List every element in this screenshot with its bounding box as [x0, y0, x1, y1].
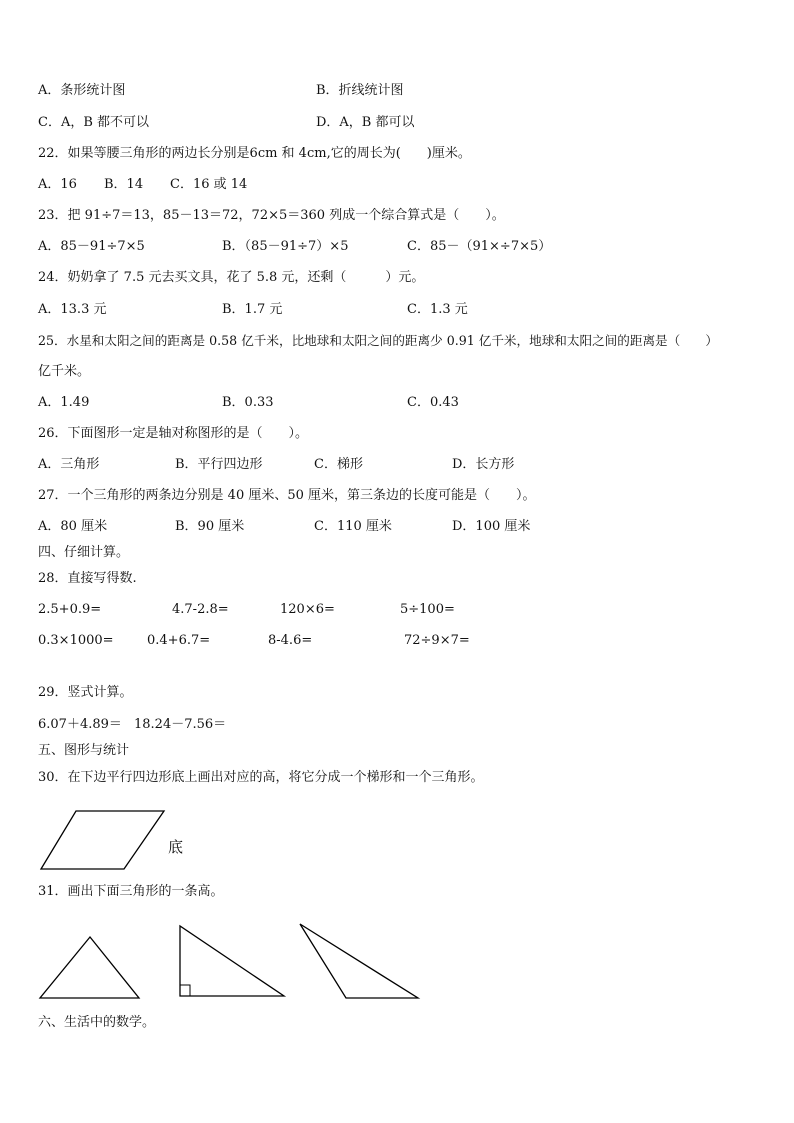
q28-item: 2.5+0.9=: [38, 602, 102, 617]
q23-stem: 23．把 91÷7＝13，85－13＝72，72×5＝360 列成一个综合算式是（ ）。: [38, 208, 505, 223]
q28-item: 0.3×1000=: [38, 633, 114, 648]
parallelogram-base-label: 底: [168, 838, 184, 856]
q28-item: 4.7-2.8=: [172, 602, 229, 617]
q27-option-b: B．90 厘米: [175, 519, 245, 534]
q28-item: 5÷100=: [400, 602, 455, 617]
acute-triangle: [40, 937, 139, 998]
q26-option-d: D．长方形: [452, 457, 515, 472]
q26-option-a: A．三角形: [38, 457, 100, 472]
q25-stem: 25．水星和太阳之间的距离是 0.58 亿千米，比地球和太阳之间的距离少 0.91 亿千米，地球和太阳之间的距离是（ ）: [38, 333, 719, 348]
obtuse-triangle: [300, 924, 418, 998]
right-angle-mark: [180, 985, 190, 996]
q29-stem: 29．竖式计算。: [38, 685, 133, 700]
q21-option-a: A．条形统计图: [38, 83, 126, 98]
q25-option-c: C．0.43: [407, 395, 459, 410]
q27-option-c: C．110 厘米: [314, 519, 392, 534]
q28-item: 0.4+6.7=: [147, 633, 211, 648]
q24-option-a: A．13.3 元: [38, 302, 107, 317]
triangles-figure: [36, 918, 426, 1003]
q24-option-b: B．1.7 元: [222, 302, 283, 317]
q26-stem: 26．下面图形一定是轴对称图形的是（ ）。: [38, 426, 309, 441]
q22-option-b: B．14: [104, 177, 144, 192]
q26-option-c: C．梯形: [314, 457, 363, 472]
q21-option-d: D．A，B 都可以: [316, 115, 415, 130]
right-triangle: [180, 926, 284, 996]
q25-stem-cont: 亿千米。: [38, 364, 91, 379]
q23-option-b: B．（85－91÷7）×5: [222, 239, 349, 254]
parallelogram-shape: [41, 811, 164, 869]
q27-option-a: A．80 厘米: [38, 519, 108, 534]
parallelogram-figure: [38, 806, 168, 872]
q23-option-c: C．85－（91×÷7×5）: [407, 239, 552, 254]
q28-item: 120×6=: [280, 602, 335, 617]
q24-option-c: C．1.3 元: [407, 302, 468, 317]
q24-stem: 24．奶奶拿了 7.5 元去买文具，花了 5.8 元，还剩（ ）元。: [38, 270, 425, 285]
q28-item: 8-4.6=: [268, 633, 313, 648]
q27-stem: 27．一个三角形的两条边分别是 40 厘米、50 厘米，第三条边的长度可能是（ ）。: [38, 488, 536, 503]
q22-option-c: C．16 或 14: [170, 177, 248, 192]
q29-expression: 18.24－7.56＝: [134, 717, 227, 732]
q29-expression: 6.07＋4.89＝: [38, 717, 122, 732]
q21-option-c: C．A，B 都不可以: [38, 115, 150, 130]
section-6-heading: 六、生活中的数学。: [38, 1015, 156, 1030]
section-5-heading: 五、图形与统计: [38, 743, 130, 758]
q28-stem: 28．直接写得数.: [38, 571, 137, 586]
q22-option-a: A．16: [38, 177, 77, 192]
q26-option-b: B．平行四边形: [175, 457, 263, 472]
q21-option-b: B．折线统计图: [316, 83, 404, 98]
q25-option-b: B．0.33: [222, 395, 274, 410]
q31-stem: 31．画出下面三角形的一条高。: [38, 884, 224, 899]
q30-stem: 30．在下边平行四边形底上画出对应的高，将它分成一个梯形和一个三角形。: [38, 770, 484, 785]
section-4-heading: 四、仔细计算。: [38, 545, 130, 560]
q28-item: 72÷9×7=: [404, 633, 470, 648]
q27-option-d: D．100 厘米: [452, 519, 531, 534]
q23-option-a: A．85－91÷7×5: [38, 239, 145, 254]
q25-option-a: A．1.49: [38, 395, 90, 410]
q22-stem: 22．如果等腰三角形的两边长分别是6cm 和 4cm,它的周长为( )厘米。: [38, 146, 471, 161]
